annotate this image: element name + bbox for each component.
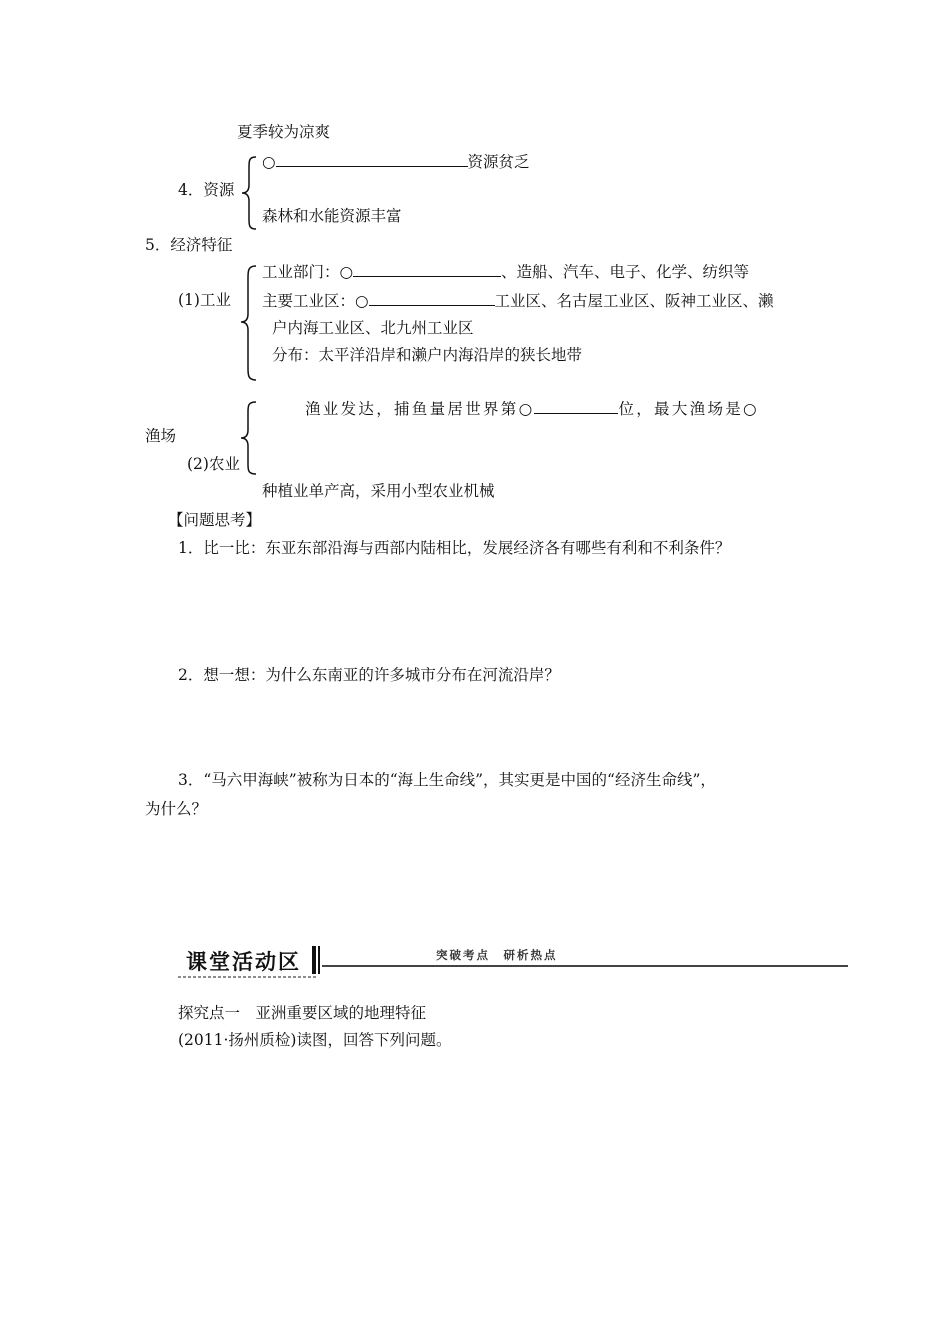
question-3-line-2: 为什么？: [145, 800, 208, 818]
climate-summer-line: 夏季较为凉爽: [237, 123, 331, 141]
inquiry-intro: (2011·扬州质检)读图，回答下列问题。: [178, 1031, 452, 1049]
questions-heading: 【问题思考】: [168, 511, 262, 529]
blank-industry-sector[interactable]: [353, 261, 501, 277]
blank-industry-zone[interactable]: [369, 290, 495, 306]
question-2: 2．想一想：为什么东南亚的许多城市分布在河流沿岸？: [178, 666, 560, 684]
question-3-line-1: 3．“马六甲海峡”被称为日本的“海上生命线”，其实更是中国的“经济生命线”，: [178, 771, 716, 789]
blank-fishery-rank[interactable]: [534, 398, 618, 414]
question-1: 1．比一比：东亚东部沿海与西部内陆相比，发展经济各有哪些有利和不利条件？: [178, 539, 731, 557]
resources-line-1: ○ 资源贫乏: [262, 153, 530, 171]
resources-label: 4．资源: [178, 181, 235, 199]
agriculture-fishery-cont: 渔场: [145, 427, 177, 445]
agriculture-label: (2)农业: [187, 455, 240, 473]
industry-distribution: 分布：太平洋沿岸和濑户内海沿岸的狭长地带: [272, 346, 583, 364]
agriculture-planting: 种植业单产高，采用小型农业机械: [262, 482, 495, 500]
industry-zones: 主要工业区：○ 工业区、名古屋工业区、阪神工业区、濑: [262, 292, 774, 310]
agriculture-brace: [238, 400, 260, 476]
banner-subtitle: 突破考点 研析热点: [436, 948, 558, 962]
agriculture-fishery: 渔业发达，捕鱼量居世界第○ 位，最大渔场是○: [305, 400, 759, 418]
inquiry-heading: 探究点一 亚洲重要区域的地理特征: [178, 1004, 427, 1022]
section-banner: [178, 944, 848, 984]
resources-brace: [240, 155, 260, 231]
industry-zones-cont: 户内海工业区、北九州工业区: [272, 319, 474, 337]
economy-heading: 5．经济特征: [145, 236, 233, 254]
banner-title: 课堂活动区: [186, 950, 301, 974]
industry-label: (1)工业: [178, 291, 231, 309]
resources-line-2: 森林和水能资源丰富: [262, 207, 402, 225]
blank-resource[interactable]: [276, 151, 468, 167]
industry-brace: [238, 264, 260, 382]
industry-sectors: 工业部门：○ 、造船、汽车、电子、化学、纺织等: [262, 263, 750, 281]
